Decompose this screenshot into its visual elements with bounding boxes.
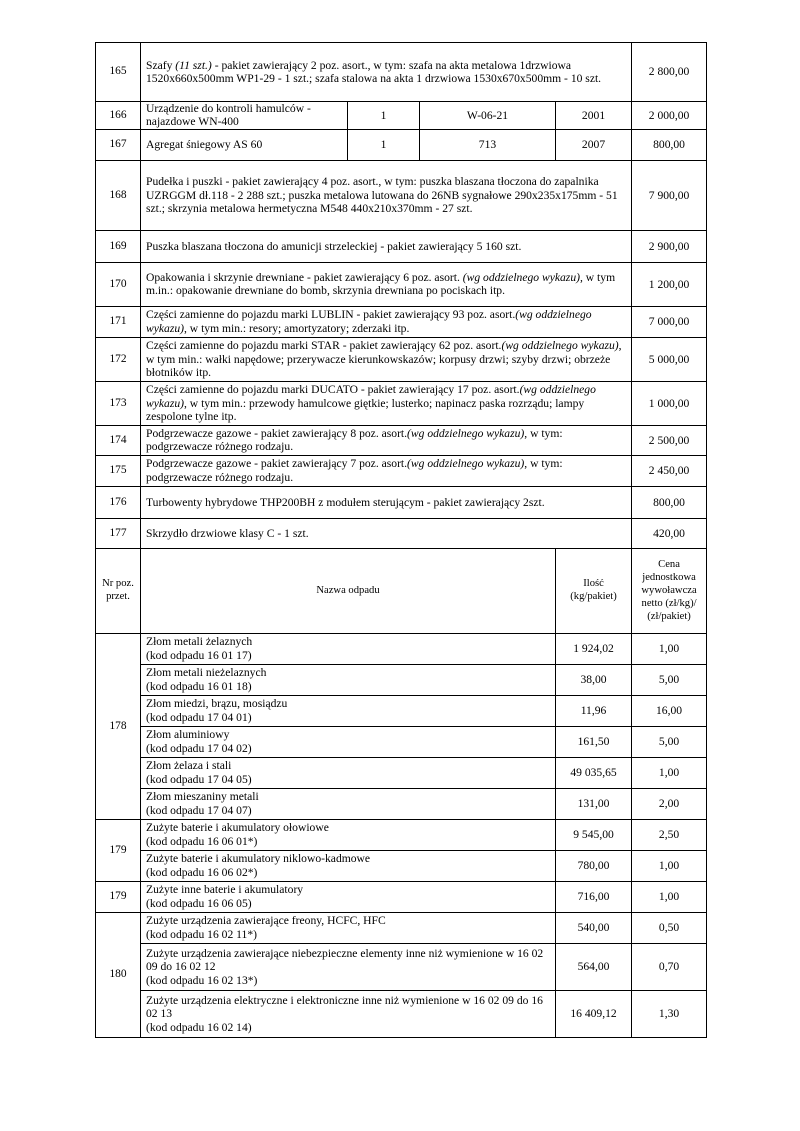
description-part: Części zamienne do pojazdu marki STAR - pakiet zawierający 62 poz. asort. <box>146 339 502 353</box>
waste-name-text: Zużyte baterie i akumulatory ołowiowe <box>146 821 329 835</box>
description-part: Opakowania i skrzynie drewniane - pakiet zawierający 6 poz. asort. <box>146 270 463 284</box>
item-number: 168 <box>96 160 141 230</box>
item-row <box>96 306 707 337</box>
description-part: Szafy <box>146 58 176 72</box>
auction-items-table <box>95 42 707 1038</box>
item-description <box>141 337 632 381</box>
waste-row <box>96 757 707 788</box>
description-part: (wg oddzielnego wykazu) <box>501 339 619 353</box>
waste-quantity: 49 035,65 <box>556 757 632 788</box>
item-number: 177 <box>96 518 141 548</box>
waste-unit-price: 0,50 <box>632 912 707 943</box>
waste-row <box>96 788 707 819</box>
waste-unit-price: 16,00 <box>632 695 707 726</box>
waste-unit-price: 1,00 <box>632 757 707 788</box>
item-number: 167 <box>96 129 141 160</box>
item-inventory-code: W-06-21 <box>420 102 556 130</box>
description-part: (wg oddzielnego wykazu) <box>146 383 596 410</box>
item-row <box>96 43 707 102</box>
waste-code: (kod odpadu 16 02 13*) <box>146 973 258 987</box>
waste-group-number: 179 <box>96 819 141 881</box>
item-description <box>141 43 632 102</box>
waste-unit-price: 2,00 <box>632 788 707 819</box>
waste-name <box>141 788 556 819</box>
waste-unit-price: 5,00 <box>632 726 707 757</box>
item-row <box>96 381 707 425</box>
description-part: , w tym: podgrzewacze różnego rodzaju. <box>146 457 563 484</box>
waste-row <box>96 990 707 1037</box>
item-price: 2 450,00 <box>632 455 707 486</box>
header-waste-name: Nazwa odpadu <box>141 548 556 633</box>
description-part: Skrzydło drzwiowe klasy C - 1 szt. <box>146 526 309 540</box>
item-description <box>141 230 632 262</box>
description-part: , w tym min.: wałki napędowe; przerywacze kierunkowskazów; korpusy drzwi; szyby drzwi; obrzeże błotników itp. <box>146 339 622 380</box>
waste-name-text: Zużyte baterie i akumulatory niklowo-kadmowe <box>146 852 371 866</box>
waste-code: (kod odpadu 17 04 01) <box>146 710 252 724</box>
waste-unit-price: 1,30 <box>632 990 707 1037</box>
description-part: Części zamienne do pojazdu marki LUBLIN - pakiet zawierający 93 poz. asort. <box>146 308 516 322</box>
item-number: 174 <box>96 425 141 455</box>
waste-code: (kod odpadu 16 01 18) <box>146 679 252 693</box>
waste-name-text: Złom żelaza i stali <box>146 759 232 773</box>
waste-code: (kod odpadu 17 04 02) <box>146 741 252 755</box>
item-number: 165 <box>96 43 141 102</box>
item-price: 800,00 <box>632 486 707 518</box>
description-part: Części zamienne do pojazdu marki DUCATO - pakiet zawierający 17 poz. asort. <box>146 383 520 397</box>
item-price: 7 000,00 <box>632 306 707 337</box>
waste-unit-price: 2,50 <box>632 819 707 850</box>
waste-name <box>141 850 556 881</box>
item-price: 1 200,00 <box>632 262 707 306</box>
item-price: 2 800,00 <box>632 43 707 102</box>
waste-quantity: 38,00 <box>556 664 632 695</box>
item-number: 169 <box>96 230 141 262</box>
waste-quantity: 1 924,02 <box>556 633 632 664</box>
item-row <box>96 425 707 455</box>
waste-row <box>96 943 707 990</box>
waste-name-text: Zużyte urządzenia zawierające niebezpieczne elementy inne niż wymienione w 16 02 09 do 16 02 12 <box>146 946 544 974</box>
waste-row <box>96 881 707 912</box>
waste-name <box>141 757 556 788</box>
item-description <box>141 160 632 230</box>
item-row <box>96 102 707 130</box>
description-part: (11 szt.) <box>175 58 212 72</box>
item-number: 166 <box>96 102 141 130</box>
item-description <box>141 455 632 486</box>
waste-code: (kod odpadu 16 02 14) <box>146 1020 252 1034</box>
item-year: 2007 <box>556 129 632 160</box>
waste-name <box>141 990 556 1037</box>
waste-unit-price: 0,70 <box>632 943 707 990</box>
item-number: 171 <box>96 306 141 337</box>
waste-name-text: Złom metali nieżelaznych <box>146 666 267 680</box>
item-year: 2001 <box>556 102 632 130</box>
description-part: (wg oddzielnego wykazu) <box>146 308 592 335</box>
waste-name <box>141 881 556 912</box>
waste-code: (kod odpadu 16 06 01*) <box>146 834 258 848</box>
description-part: (wg oddzielnego wykazu) <box>407 457 525 471</box>
waste-code: (kod odpadu 16 06 02*) <box>146 865 258 879</box>
waste-name <box>141 943 556 990</box>
item-row <box>96 455 707 486</box>
waste-quantity: 780,00 <box>556 850 632 881</box>
waste-name <box>141 819 556 850</box>
item-row <box>96 160 707 230</box>
waste-quantity: 716,00 <box>556 881 632 912</box>
item-description <box>141 518 632 548</box>
waste-unit-price: 1,00 <box>632 633 707 664</box>
description-part: Pudełka i puszki - pakiet zawierający 4 poz. asort., w tym: puszka blaszana tłoczona do zapalnika UZRGGM dł.118 - 2 288 szt.; puszka metalowa lutowana do 26NB sygnałowe 290x235x175mm - 51 szt.; skrzynia metalowa hermetyczna M548 440x210x370mm - 27 szt. <box>146 175 618 216</box>
waste-name-text: Złom miedzi, brązu, mosiądzu <box>146 697 288 711</box>
waste-quantity: 161,50 <box>556 726 632 757</box>
item-number: 170 <box>96 262 141 306</box>
waste-unit-price: 5,00 <box>632 664 707 695</box>
waste-name-text: Zużyte inne baterie i akumulatory <box>146 883 304 897</box>
waste-row <box>96 726 707 757</box>
item-row <box>96 518 707 548</box>
waste-code: (kod odpadu 16 02 11*) <box>146 927 257 941</box>
item-description <box>141 425 632 455</box>
waste-row <box>96 850 707 881</box>
item-number: 173 <box>96 381 141 425</box>
item-name: Agregat śniegowy AS 60 <box>141 129 348 160</box>
waste-row <box>96 912 707 943</box>
item-price: 2 000,00 <box>632 102 707 130</box>
waste-name <box>141 633 556 664</box>
description-part: Puszka blaszana tłoczona do amunicji strzeleckiej - pakiet zawierający 5 160 szt. <box>146 239 522 253</box>
waste-row <box>96 819 707 850</box>
waste-name-text: Zużyte urządzenia elektryczne i elektroniczne inne niż wymienione w 16 02 09 do 16 02 13 <box>146 993 543 1021</box>
description-part: , w tym min.: resory; amortyzatory; zderzaki itp. <box>184 321 410 335</box>
waste-unit-price: 1,00 <box>632 850 707 881</box>
waste-quantity: 564,00 <box>556 943 632 990</box>
item-price: 5 000,00 <box>632 337 707 381</box>
item-price: 420,00 <box>632 518 707 548</box>
waste-quantity: 540,00 <box>556 912 632 943</box>
item-description <box>141 306 632 337</box>
waste-row <box>96 633 707 664</box>
description-part: Podgrzewacze gazowe - pakiet zawierający 7 poz. asort. <box>146 457 408 471</box>
waste-row <box>96 695 707 726</box>
item-description <box>141 262 632 306</box>
waste-code: (kod odpadu 17 04 07) <box>146 803 252 817</box>
waste-name <box>141 664 556 695</box>
waste-name-text: Złom mieszaniny metali <box>146 790 259 804</box>
waste-header-row <box>96 548 707 633</box>
header-nr: Nr poz. przet. <box>96 548 141 633</box>
waste-row <box>96 664 707 695</box>
description-part: (wg oddzielnego wykazu) <box>407 426 525 440</box>
item-number: 176 <box>96 486 141 518</box>
waste-group-number: 180 <box>96 912 141 1037</box>
item-row <box>96 486 707 518</box>
waste-quantity: 11,96 <box>556 695 632 726</box>
description-part: w tym m.in.: opakowanie drewniane do bomb, skrzynia drewniana po pociskach itp. <box>146 270 616 298</box>
waste-name-text: Złom metali żelaznych <box>146 635 253 649</box>
item-price: 800,00 <box>632 129 707 160</box>
item-description <box>141 381 632 425</box>
description-part: , w tym: podgrzewacze różnego rodzaju. <box>146 426 563 454</box>
description-part: - pakiet zawierający 2 poz. asort., w tym: szafa na akta metalowa 1drzwiowa 1520x660x500mm WP1-29 - 1 szt.; szafa stalowa na akta 1 drzwiowa 1530x670x500mm - 10 szt. <box>146 58 602 85</box>
waste-quantity: 9 545,00 <box>556 819 632 850</box>
item-row <box>96 129 707 160</box>
item-price: 2 900,00 <box>632 230 707 262</box>
item-price: 2 500,00 <box>632 425 707 455</box>
waste-name <box>141 912 556 943</box>
waste-quantity: 131,00 <box>556 788 632 819</box>
waste-name <box>141 726 556 757</box>
item-row <box>96 230 707 262</box>
description-part: , w tym min.: przewody hamulcowe giętkie; lusterko; napinacz paska rozrządu; lampy zespolone tylne itp. <box>146 396 585 424</box>
waste-unit-price: 1,00 <box>632 881 707 912</box>
description-part: Turbowenty hybrydowe THP200BH z modułem sterującym - pakiet zawierający 2szt. <box>146 495 545 509</box>
waste-code: (kod odpadu 16 06 05) <box>146 896 252 910</box>
header-quantity: Ilość (kg/pakiet) <box>556 548 632 633</box>
item-quantity: 1 <box>348 129 420 160</box>
item-name: Urządzenie do kontroli hamulców - najazdowe WN-400 <box>141 102 348 130</box>
header-unit-price: Cena jednostkowa wywoławcza netto (zł/kg)/ (zł/pakiet) <box>632 548 707 633</box>
waste-code: (kod odpadu 17 04 05) <box>146 772 252 786</box>
item-row <box>96 337 707 381</box>
waste-quantity: 16 409,12 <box>556 990 632 1037</box>
waste-name <box>141 695 556 726</box>
waste-group-number: 179 <box>96 881 141 912</box>
item-quantity: 1 <box>348 102 420 130</box>
description-part: Podgrzewacze gazowe - pakiet zawierający 8 poz. asort. <box>146 426 408 440</box>
waste-name-text: Złom aluminiowy <box>146 728 230 742</box>
description-part: (wg oddzielnego wykazu), <box>462 270 583 284</box>
waste-code: (kod odpadu 16 01 17) <box>146 648 252 662</box>
item-row <box>96 262 707 306</box>
item-price: 1 000,00 <box>632 381 707 425</box>
item-description <box>141 486 632 518</box>
item-price: 7 900,00 <box>632 160 707 230</box>
item-number: 175 <box>96 455 141 486</box>
waste-group-number: 178 <box>96 633 141 819</box>
item-number: 172 <box>96 337 141 381</box>
waste-name-text: Zużyte urządzenia zawierające freony, HCFC, HFC <box>146 914 386 928</box>
item-inventory-code: 713 <box>420 129 556 160</box>
